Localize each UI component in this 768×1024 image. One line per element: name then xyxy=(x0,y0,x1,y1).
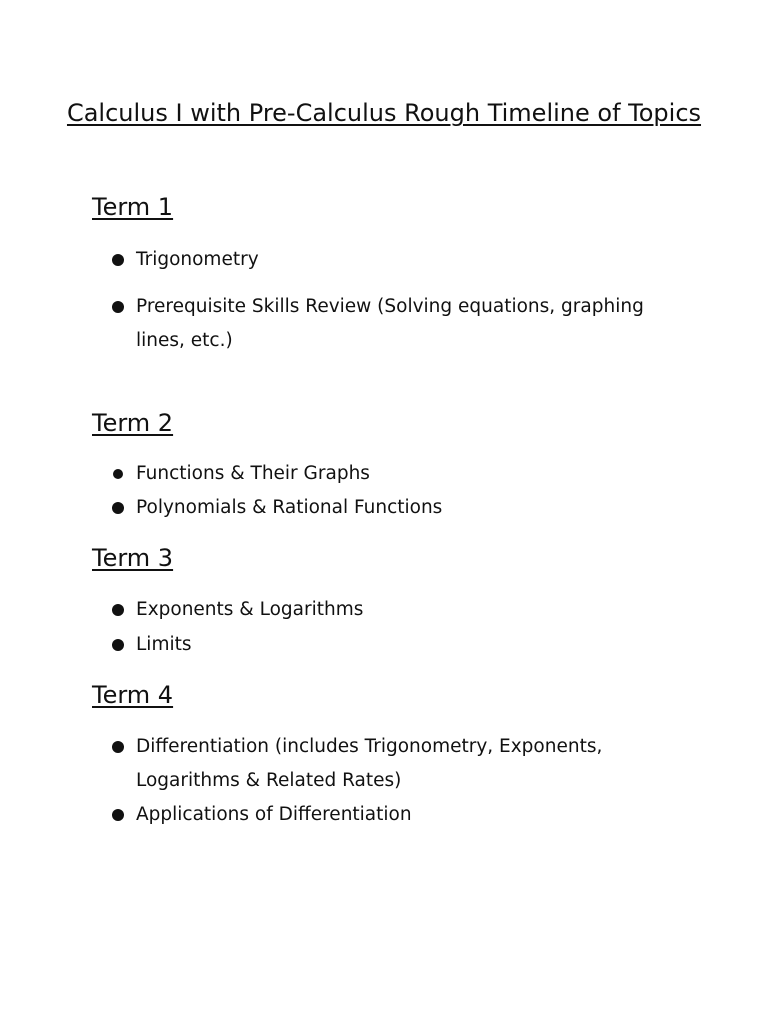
term-2-heading: Term 2 xyxy=(92,409,174,437)
list-item xyxy=(112,290,672,358)
term-1-heading: Term 1 xyxy=(92,193,174,221)
list-item-text: Trigonometry xyxy=(136,249,259,270)
list-item-text: Differentiation (includes Trigonometry, Exponents, Logarithms & Related Rates) xyxy=(136,736,603,791)
list-item xyxy=(112,628,672,662)
list-item xyxy=(112,491,672,525)
bullet-icon xyxy=(112,639,124,651)
bullet-icon xyxy=(112,301,124,313)
bullet-icon xyxy=(113,469,123,479)
list-item xyxy=(112,457,672,491)
term-4-heading: Term 4 xyxy=(92,681,174,709)
term-3-heading: Term 3 xyxy=(92,544,174,572)
list-item-text: Exponents & Logarithms xyxy=(136,599,364,620)
document-title: Calculus I with Pre-Calculus Rough Timeline of Topics xyxy=(66,99,702,127)
list-item-text: Polynomials & Rational Functions xyxy=(136,497,443,518)
list-item xyxy=(112,243,672,277)
list-item xyxy=(112,593,672,627)
list-item-text: Applications of Differentiation xyxy=(136,804,412,825)
list-item-text: Functions & Their Graphs xyxy=(136,463,370,484)
bullet-icon xyxy=(112,604,124,616)
list-item-text: Prerequisite Skills Review (Solving equations, graphing lines, etc.) xyxy=(136,296,644,351)
bullet-icon xyxy=(112,254,124,266)
bullet-icon xyxy=(112,502,124,514)
bullet-icon xyxy=(112,809,124,821)
bullet-icon xyxy=(112,741,124,753)
list-item-text: Limits xyxy=(136,634,192,655)
list-item xyxy=(112,798,672,832)
list-item xyxy=(112,730,672,798)
